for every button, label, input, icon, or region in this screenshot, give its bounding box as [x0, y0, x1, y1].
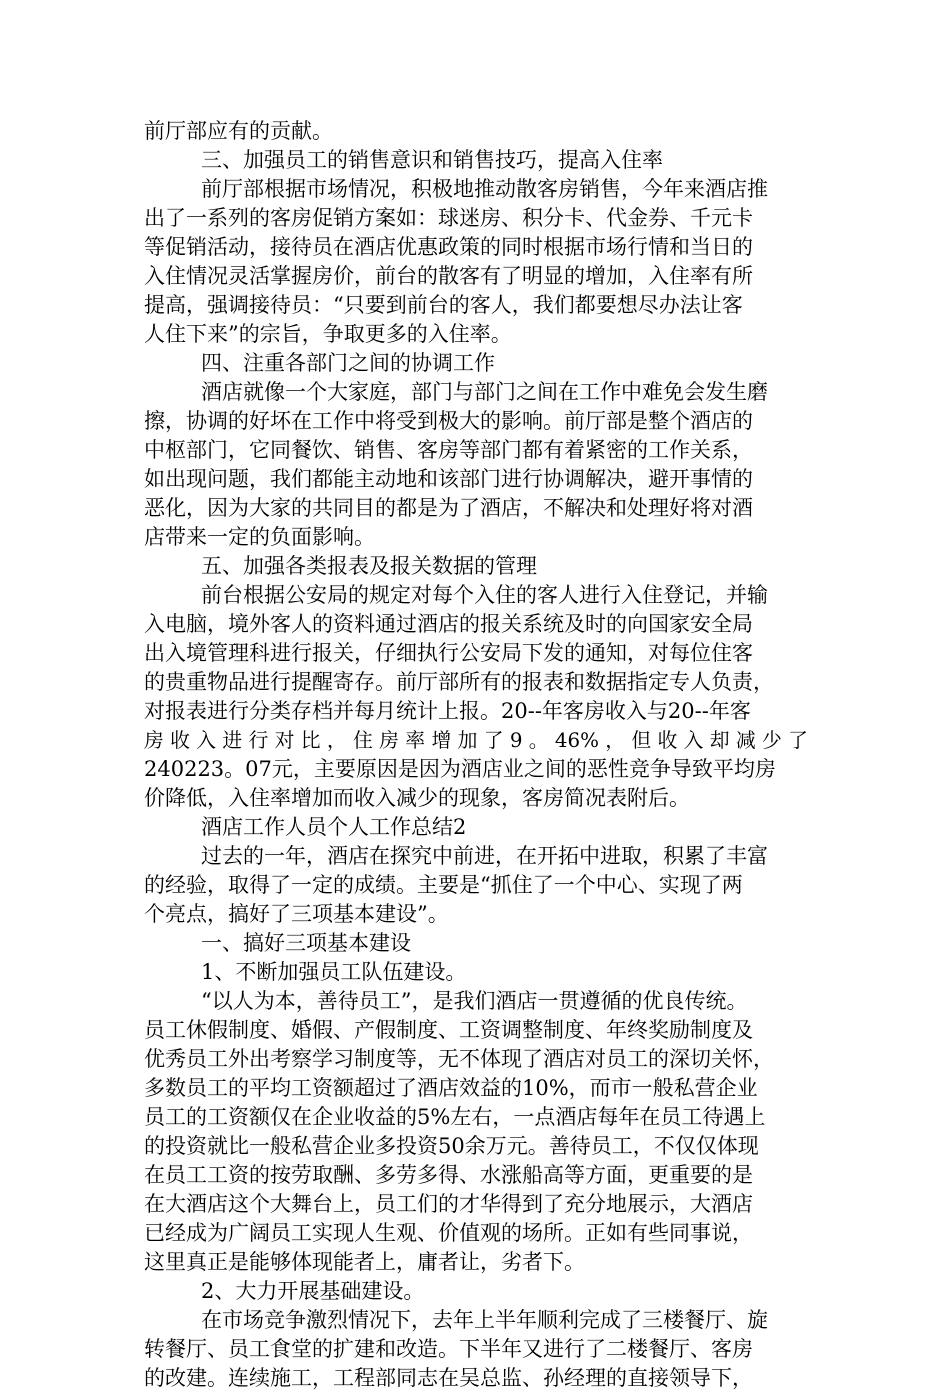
text-line: 对报表进行分类存档并每月统计上报。20--年客房收入与20--年客 [144, 699, 751, 723]
subsection-heading: 1、不断加强员工队伍建设。 [201, 960, 467, 984]
text-line: 人住下来”的宗旨，争取更多的入住率。 [144, 322, 512, 346]
text-line: 等促销活动，接待员在酒店优惠政策的同时根据市场行情和当日的 [144, 235, 753, 259]
text-line: 前厅部根据市场情况，积极地推动散客房销售，今年来酒店推 [201, 177, 768, 201]
text-line: 已经成为广阔员工实现人生观、价值观的场所。正如有些同事说， [144, 1221, 753, 1245]
text-line: 个亮点，搞好了三项基本建设”。 [144, 902, 449, 926]
text-line: 房 收 入 进 行 对 比 ， 住 房 率 增 加 了 9 。 46% ， 但 收 入 却 减 少 了 [144, 729, 808, 752]
text-line: 的贵重物品进行提醒寄存。前厅部所有的报表和数据指定专人负责， [144, 670, 774, 694]
document-subtitle: 酒店工作人员个人工作总结2 [201, 815, 467, 839]
text-line: 在市场竞争激烈情况下，去年上半年顺利完成了三楼餐厅、旋 [201, 1308, 768, 1332]
text-line: 的改建。连续施工，工程部同志在吴总监、孙经理的直接领导下， [144, 1366, 753, 1390]
text-line: 价降低，入住率增加而收入减少的现象，客房简况表附后。 [144, 786, 690, 810]
text-line: 恶化，因为大家的共同目的都是为了酒店，不解决和处理好将对酒 [144, 496, 753, 520]
text-line: 擦，协调的好坏在工作中将受到极大的影响。前厅部是整个酒店的 [144, 409, 753, 433]
text-line: 出入境管理科进行报关，仔细执行公安局下发的通知，对每位住客 [144, 641, 753, 665]
subsection-heading: 2、大力开展基础建设。 [201, 1279, 425, 1303]
text-line: 出了一系列的客房促销方案如：球迷房、积分卡、代金券、千元卡 [144, 206, 753, 230]
text-line: 入电脑，境外客人的资料通过酒店的报关系统及时的向国家安全局 [144, 612, 753, 636]
text-line: 入住情况灵活掌握房价，前台的散客有了明显的增加，入住率有所 [144, 264, 753, 288]
text-line: 提高，强调接待员：“只要到前台的客人，我们都要想尽办法让客 [144, 293, 743, 317]
section-heading: 五、加强各类报表及报关数据的管理 [201, 554, 537, 578]
text-line: 酒店就像一个大家庭，部门与部门之间在工作中难免会发生磨 [201, 380, 768, 404]
text-line: 过去的一年，酒店在探究中前进，在开拓中进取，积累了丰富 [201, 844, 768, 868]
text-line: 员工的工资额仅在企业收益的5%左右，一点酒店每年在员工待遇上 [144, 1105, 766, 1129]
text-line: 员工休假制度、婚假、产假制度、工资调整制度、年终奖励制度及 [144, 1018, 753, 1042]
section-heading: 一、搞好三项基本建设 [201, 931, 411, 955]
text-line: 店带来一定的负面影响。 [144, 525, 375, 549]
text-line: 多数员工的平均工资额超过了酒店效益的10%，而市一般私营企业 [144, 1076, 758, 1100]
text-line: 240223。07元，主要原因是因为酒店业之间的恶性竞争导致平均房 [144, 757, 776, 781]
text-line: 在员工工资的按劳取酬、多劳多得、水涨船高等方面，更重要的是 [144, 1163, 753, 1187]
text-line: 前厅部应有的贡献。 [144, 119, 333, 143]
text-line: 前台根据公安局的规定对每个入住的客人进行入住登记，并输 [201, 583, 768, 607]
text-line: 的投资就比一般私营企业多投资50余万元。善待员工，不仅仅体现 [144, 1134, 759, 1158]
text-line: 优秀员工外出考察学习制度等，无不体现了酒店对员工的深切关怀， [144, 1047, 774, 1071]
section-heading: 四、注重各部门之间的协调工作 [201, 351, 495, 375]
text-line: 这里真正是能够体现能者上，庸者让，劣者下。 [144, 1250, 585, 1274]
text-line: 在大酒店这个大舞台上，员工们的才华得到了充分地展示，大酒店 [144, 1192, 753, 1216]
text-line: 的经验，取得了一定的成绩。主要是“抓住了一个中心、实现了两 [144, 873, 743, 897]
text-line: 中枢部门，它同餐饮、销售、客房等部门都有着紧密的工作关系， [144, 438, 753, 462]
text-line: “以人为本，善待员工”，是我们酒店一贯遵循的优良传统。 [201, 989, 748, 1013]
text-line: 如出现问题，我们都能主动地和该部门进行协调解决，避开事情的 [144, 467, 753, 491]
text-line: 转餐厅、员工食堂的扩建和改造。下半年又进行了二楼餐厅、客房 [144, 1337, 753, 1361]
section-heading: 三、加强员工的销售意识和销售技巧，提高入住率 [201, 148, 663, 172]
